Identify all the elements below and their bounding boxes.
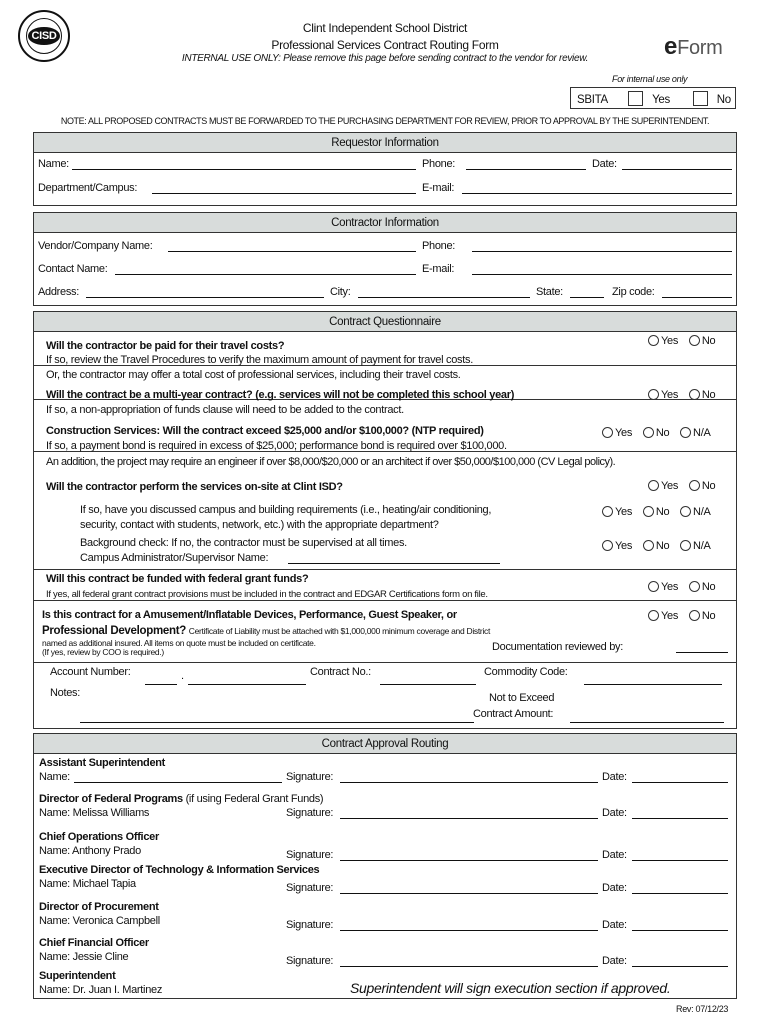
approver-name: Name: bbox=[39, 771, 70, 783]
campus-admin-field[interactable] bbox=[288, 563, 500, 564]
commodity-code-field[interactable] bbox=[584, 684, 722, 685]
q1-travel-question: Will the contractor be paid for their travel costs? bbox=[46, 340, 285, 352]
account-number-field-1[interactable] bbox=[145, 684, 177, 685]
account-dot: . bbox=[181, 670, 184, 682]
revision-date: Rev: 07/12/23 bbox=[676, 1004, 729, 1014]
date-field[interactable] bbox=[622, 169, 732, 170]
date-label: Date: bbox=[602, 807, 627, 819]
date-field[interactable] bbox=[632, 860, 728, 861]
campus-admin-label: Campus Administrator/Supervisor Name: bbox=[80, 552, 269, 564]
q1-note-2: Or, the contractor may offer a total cost of professional services, including their travel costs. bbox=[46, 369, 461, 381]
approver-role: Assistant Superintendent bbox=[39, 757, 166, 769]
approval-title: Contract Approval Routing bbox=[34, 734, 736, 754]
vendor-phone-label: Phone: bbox=[422, 240, 456, 252]
date-label: Date: bbox=[602, 919, 627, 931]
q5-note: If yes, all federal grant contract provisions must be included in the contract and EDGAR Certifications form on file. bbox=[46, 589, 488, 600]
approver-name-field[interactable] bbox=[74, 782, 282, 783]
approver-name: Name: Jessie Cline bbox=[39, 951, 129, 963]
contract-amount-field[interactable] bbox=[570, 722, 724, 723]
department-label: Department/Campus: bbox=[38, 182, 138, 194]
date-label: Date: bbox=[602, 955, 627, 967]
q1-note-1: If so, review the Travel Procedures to verify the maximum amount of payment for travel costs. bbox=[46, 354, 473, 366]
approver-name: Name: Michael Tapia bbox=[39, 878, 136, 890]
approver-role: Executive Director of Technology & Information Services bbox=[39, 864, 320, 876]
email-label: E-mail: bbox=[422, 182, 455, 194]
q5-yes-radio[interactable]: Yes bbox=[648, 581, 678, 593]
q4-requirements-options bbox=[594, 506, 710, 518]
q2-options bbox=[640, 389, 715, 401]
phone-label: Phone: bbox=[422, 158, 456, 170]
approver-name: Name: Melissa Williams bbox=[39, 807, 150, 819]
q3-na-radio[interactable]: N/A bbox=[680, 427, 710, 439]
eform-logo: eForm bbox=[664, 33, 723, 60]
date-label: Date: bbox=[602, 882, 627, 894]
signature-label: Signature: bbox=[286, 882, 334, 894]
q4-background-check: Background check: If no, the contractor must be supervised at all times. bbox=[80, 537, 407, 549]
q4-options bbox=[640, 480, 715, 492]
q4-yes-radio[interactable]: Yes bbox=[648, 480, 678, 492]
q2-note: If so, a non-appropriation of funds clause will need to be added to the contract. bbox=[46, 404, 404, 416]
q3-no-radio[interactable]: No bbox=[643, 427, 669, 439]
approver-role: Chief Operations Officer bbox=[39, 831, 159, 843]
signature-label: Signature: bbox=[286, 955, 334, 967]
contractor-title: Contractor Information bbox=[34, 213, 736, 233]
signature-field[interactable] bbox=[340, 966, 598, 967]
q4b-no-radio[interactable]: No bbox=[643, 540, 669, 552]
approver-name: Name: Veronica Campbell bbox=[39, 915, 160, 927]
date-field[interactable] bbox=[632, 893, 728, 894]
q2-yes-radio[interactable]: Yes bbox=[648, 389, 678, 401]
q5-federal-question: Will this contract be funded with federal grant funds? bbox=[46, 573, 309, 585]
q1-no-radio[interactable]: No bbox=[689, 335, 715, 347]
superintendent-note: Superintendent will sign execution section if approved. bbox=[350, 980, 671, 996]
q6-question-1: Is this contract for a Amusement/Inflatable Devices, Performance, Guest Speaker, or bbox=[42, 609, 457, 621]
q4-requirements-question-2: security, contact with students, network, etc.) with the appropriate department? bbox=[80, 519, 439, 531]
signature-label: Signature: bbox=[286, 919, 334, 931]
signature-field[interactable] bbox=[340, 893, 598, 894]
q4b-na-radio[interactable]: N/A bbox=[680, 540, 710, 552]
approver-role: Chief Financial Officer bbox=[39, 937, 149, 949]
date-field[interactable] bbox=[632, 966, 728, 967]
email-field[interactable] bbox=[462, 193, 732, 194]
q3-options bbox=[594, 427, 710, 439]
purchasing-note: NOTE: ALL PROPOSED CONTRACTS MUST BE FORWARDED TO THE PURCHASING DEPARTMENT FOR REVIEW, PRIOR TO APPROVAL BY THE SUPERINTENDENT. bbox=[60, 116, 710, 126]
signature-field[interactable] bbox=[340, 782, 598, 783]
date-field[interactable] bbox=[632, 930, 728, 931]
date-field[interactable] bbox=[632, 782, 728, 783]
vendor-field[interactable] bbox=[168, 251, 416, 252]
address-label: Address: bbox=[38, 286, 80, 298]
q4a-na-radio[interactable]: N/A bbox=[680, 506, 710, 518]
contract-no-label: Contract No.: bbox=[310, 666, 371, 678]
documentation-reviewed-label: Documentation reviewed by: bbox=[492, 641, 623, 653]
q4-onsite-question: Will the contractor perform the services on-site at Clint ISD? bbox=[46, 481, 343, 493]
state-field[interactable] bbox=[570, 297, 604, 298]
commodity-code-label: Commodity Code: bbox=[484, 666, 568, 678]
name-field[interactable] bbox=[72, 169, 416, 170]
contact-field[interactable] bbox=[115, 274, 416, 275]
notes-field[interactable] bbox=[80, 722, 474, 723]
date-label: Date: bbox=[602, 849, 627, 861]
name-label: Name: bbox=[38, 158, 69, 170]
signature-field[interactable] bbox=[340, 860, 598, 861]
q4a-yes-radio[interactable]: Yes bbox=[602, 506, 632, 518]
date-label: Date: bbox=[602, 771, 627, 783]
q4a-no-radio[interactable]: No bbox=[643, 506, 669, 518]
signature-field[interactable] bbox=[340, 818, 598, 819]
date-field[interactable] bbox=[632, 818, 728, 819]
vendor-email-label: E-mail: bbox=[422, 263, 455, 275]
q6-yes-radio[interactable]: Yes bbox=[648, 610, 678, 622]
q3-note-2: An addition, the project may require an engineer if over $8,000/$20,000 or an architect if over $50,000/$100,000 (CV Legal policy). bbox=[46, 456, 616, 468]
q4-background-options bbox=[594, 540, 710, 552]
q6-note-2: named as additional insured. All items on quote must be included on certificate. bbox=[42, 638, 316, 648]
q1-options bbox=[640, 335, 715, 347]
account-number-label: Account Number: bbox=[50, 666, 131, 678]
not-to-exceed-label: Not to Exceed bbox=[489, 692, 555, 704]
contract-amount-label: Contract Amount: bbox=[473, 708, 554, 720]
q5-no-radio[interactable]: No bbox=[689, 581, 715, 593]
department-field[interactable] bbox=[152, 193, 416, 194]
account-number-field-2[interactable] bbox=[188, 684, 306, 685]
vendor-label: Vendor/Company Name: bbox=[38, 240, 153, 252]
signature-field[interactable] bbox=[340, 930, 598, 931]
q2-no-radio[interactable]: No bbox=[689, 389, 715, 401]
signature-label: Signature: bbox=[286, 849, 334, 861]
approver-role: Director of Procurement bbox=[39, 901, 159, 913]
contact-label: Contact Name: bbox=[38, 263, 108, 275]
q4b-yes-radio[interactable]: Yes bbox=[602, 540, 632, 552]
form-title: Professional Services Contract Routing Form bbox=[271, 38, 499, 52]
q4-requirements-question-1: If so, have you discussed campus and building requirements (i.e., heating/air conditioning, bbox=[80, 504, 492, 516]
q6-no-radio[interactable]: No bbox=[689, 610, 715, 622]
sbita-no-checkbox[interactable] bbox=[693, 91, 708, 106]
state-label: State: bbox=[536, 286, 563, 298]
q6-note-3: (If yes, review by COO is required.) bbox=[42, 647, 164, 657]
approver-name: Name: Dr. Juan I. Martinez bbox=[39, 984, 163, 996]
sbita-box bbox=[570, 87, 736, 109]
internal-use-label: For internal use only bbox=[612, 74, 688, 84]
q6-question-2: Professional Development? Certificate of Liability must be attached with $1,000,000 minimum coverage and District bbox=[42, 625, 491, 637]
approver-role: Superintendent bbox=[39, 970, 116, 982]
questionnaire-title: Contract Questionnaire bbox=[34, 312, 736, 332]
vendor-email-field[interactable] bbox=[472, 274, 732, 275]
vendor-phone-field[interactable] bbox=[472, 251, 732, 252]
signature-label: Signature: bbox=[286, 807, 334, 819]
q5-options bbox=[640, 581, 715, 593]
internal-note: INTERNAL USE ONLY: Please remove this page before sending contract to the vendor for review. bbox=[181, 53, 589, 64]
q4-no-radio[interactable]: No bbox=[689, 480, 715, 492]
city-label: City: bbox=[330, 286, 351, 298]
notes-label: Notes: bbox=[50, 687, 80, 699]
q3-construction-question: Construction Services: Will the contract exceed $25,000 and/or $100,000? (NTP required) bbox=[46, 425, 484, 437]
documentation-reviewed-field[interactable] bbox=[676, 652, 728, 653]
district-name: Clint Independent School District bbox=[302, 21, 468, 35]
q1-yes-radio[interactable]: Yes bbox=[648, 335, 678, 347]
sbita-yes-checkbox[interactable] bbox=[628, 91, 643, 106]
sbita-no-label: No bbox=[716, 94, 731, 106]
q3-note-1: If so, a payment bond is required in excess of $25,000; performance bond is required over $100,000. bbox=[46, 440, 507, 452]
q6-options bbox=[640, 610, 715, 622]
requestor-title: Requestor Information bbox=[34, 133, 736, 153]
sbita-yes-label: Yes bbox=[652, 94, 670, 106]
signature-label: Signature: bbox=[286, 771, 334, 783]
sbita-label: SBITA bbox=[577, 94, 608, 106]
zip-label: Zip code: bbox=[612, 286, 655, 298]
approver-role: Director of Federal Programs (if using Federal Grant Funds) bbox=[39, 793, 324, 805]
city-field[interactable] bbox=[358, 297, 530, 298]
zip-field[interactable] bbox=[662, 297, 732, 298]
q3-yes-radio[interactable]: Yes bbox=[602, 427, 632, 439]
approver-name: Name: Anthony Prado bbox=[39, 845, 141, 857]
address-field[interactable] bbox=[86, 297, 324, 298]
contract-no-field[interactable] bbox=[380, 684, 476, 685]
q2-multiyear-question: Will the contract be a multi-year contract? (e.g. services will not be completed this school year) bbox=[46, 389, 515, 401]
phone-field[interactable] bbox=[466, 169, 586, 170]
cisd-logo: CISD bbox=[18, 10, 70, 62]
date-label: Date: bbox=[592, 158, 617, 170]
